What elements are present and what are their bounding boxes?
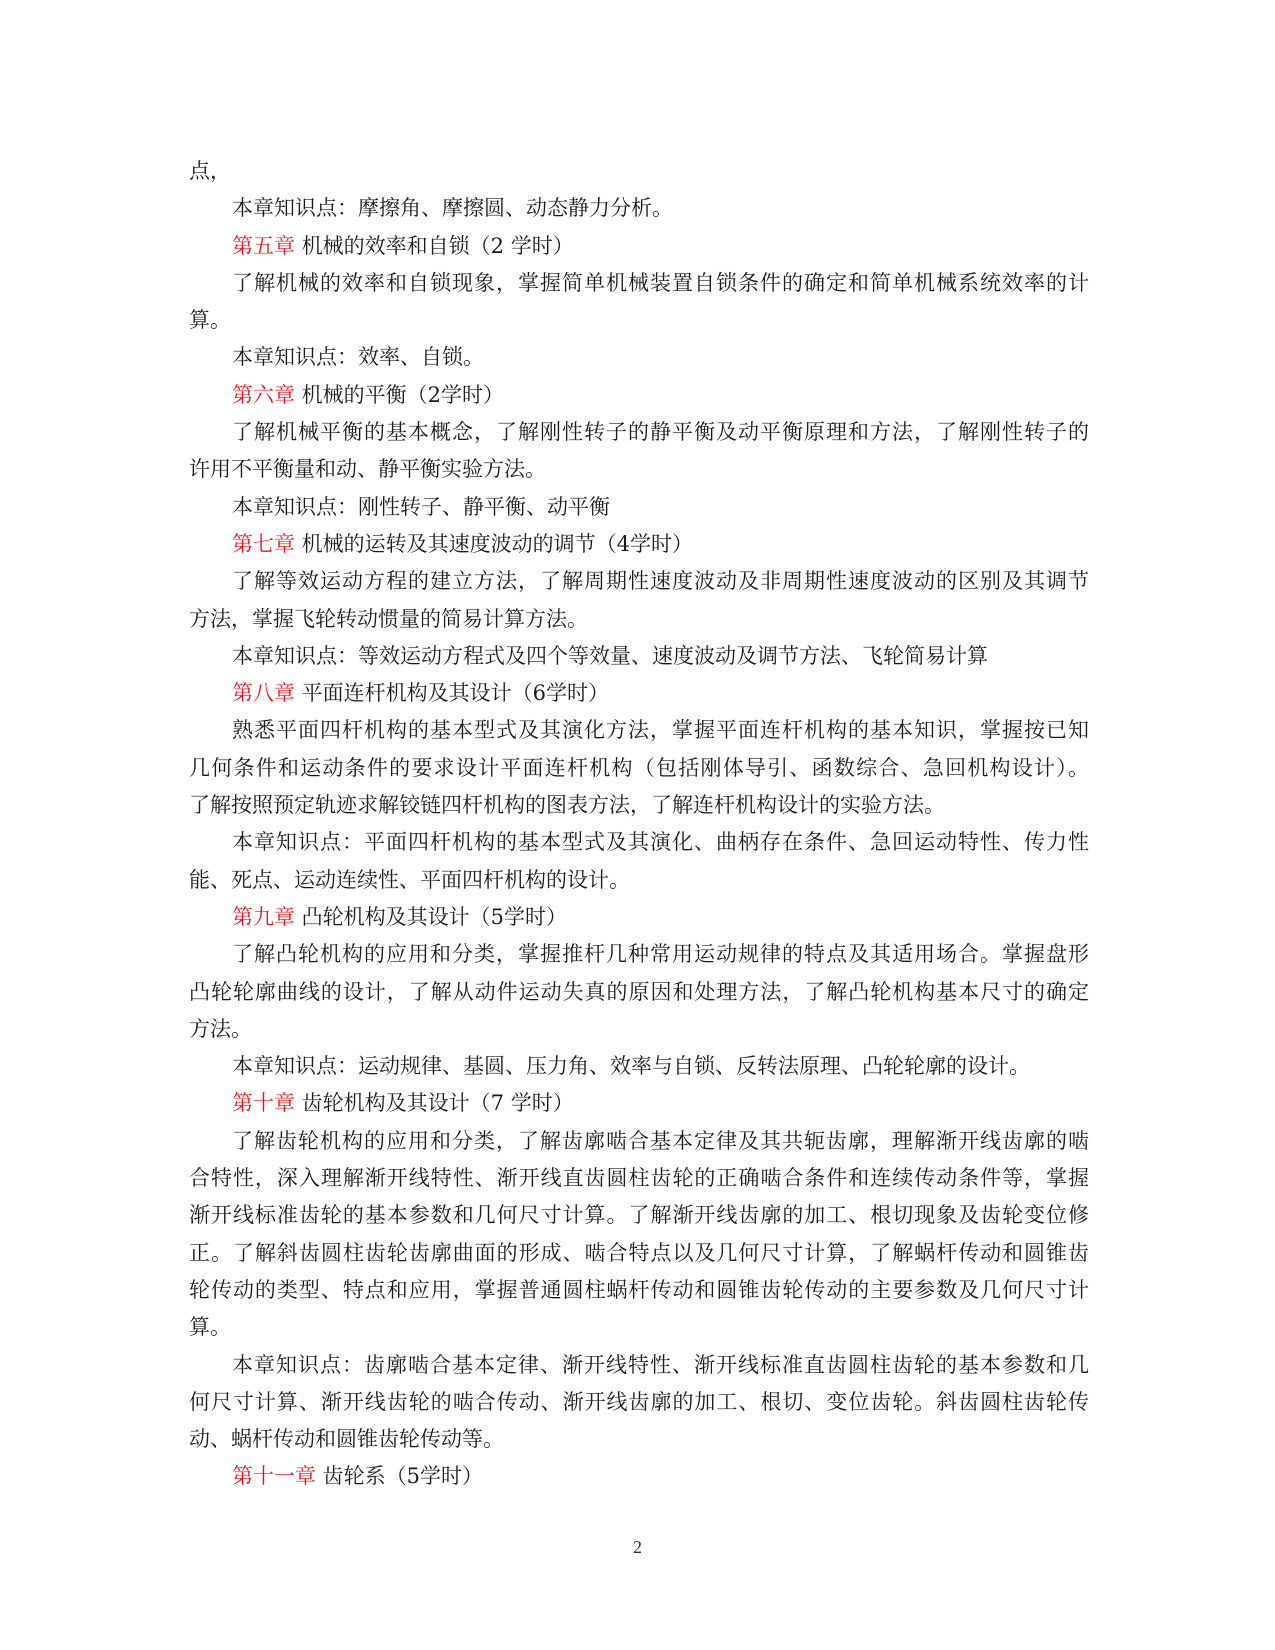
line-text: 了解凸轮机构的应用和分类，掌握推杆几种常用运动规律的特点及其适用场合。掌握盘形 bbox=[232, 942, 1089, 967]
text-line bbox=[189, 153, 1089, 190]
text-lines bbox=[189, 153, 1089, 1496]
chapter-heading bbox=[189, 1085, 1089, 1122]
text-line bbox=[189, 712, 1089, 749]
chapter-heading bbox=[189, 377, 1089, 414]
line-text: 几何条件和运动条件的要求设计平面连杆机构（包括刚体导引、函数综合、急回机构设计）。 bbox=[189, 755, 1089, 780]
line-text: 了解按照预定轨迹求解铰链四杆机构的图表方法，了解连杆机构设计的实验方法。 bbox=[189, 793, 945, 818]
line-text: 本章知识点：刚性转子、静平衡、动平衡 bbox=[232, 494, 610, 519]
chapter-number: 第七章 bbox=[232, 531, 295, 556]
line-text: 本章知识点：运动规律、基圆、压力角、效率与自锁、反转法原理、凸轮轮廓的设计。 bbox=[232, 1054, 1030, 1079]
chapter-number: 第九章 bbox=[232, 904, 295, 929]
text-line bbox=[189, 787, 1089, 824]
line-text: 算。 bbox=[189, 308, 231, 333]
text-line bbox=[189, 339, 1089, 376]
line-text: 动、蜗杆传动和圆锥齿轮传动等。 bbox=[189, 1427, 504, 1452]
line-text: 熟悉平面四杆机构的基本型式及其演化方法，掌握平面连杆机构的基本知识，掌握按已知 bbox=[232, 718, 1089, 743]
text-line bbox=[189, 862, 1089, 899]
text-line bbox=[189, 824, 1089, 861]
line-text: 机械的效率和自锁（2 学时） bbox=[295, 233, 574, 258]
line-text: 方法，掌握飞轮转动惯量的简易计算方法。 bbox=[189, 606, 588, 631]
line-text: 了解齿轮机构的应用和分类，了解齿廓啮合基本定律及其共轭齿廓，理解渐开线齿廓的啮 bbox=[232, 1128, 1089, 1153]
chapter-number: 第八章 bbox=[232, 681, 295, 706]
text-line bbox=[189, 563, 1089, 600]
line-text: 渐开线标准齿轮的基本参数和几何尺寸计算。了解渐开线齿廓的加工、根切现象及齿轮变位修 bbox=[189, 1203, 1089, 1228]
line-text: 平面连杆机构及其设计（6学时） bbox=[295, 681, 610, 706]
page-number: 2 bbox=[633, 1537, 642, 1557]
line-text: 了解机械平衡的基本概念，了解刚性转子的静平衡及动平衡原理和方法，了解刚性转子的 bbox=[232, 420, 1089, 445]
chapter-number: 第五章 bbox=[232, 233, 295, 258]
chapter-heading bbox=[189, 675, 1089, 712]
text-line bbox=[189, 1011, 1089, 1048]
line-text: 本章知识点：等效运动方程式及四个等效量、速度波动及调节方法、飞轮简易计算 bbox=[232, 643, 988, 668]
line-text: 方法。 bbox=[189, 1016, 252, 1041]
line-text: 本章知识点：摩擦角、摩擦圆、动态静力分析。 bbox=[232, 196, 673, 221]
text-line bbox=[189, 750, 1089, 787]
text-line bbox=[189, 1123, 1089, 1160]
text-line bbox=[189, 638, 1089, 675]
line-text: 点， bbox=[189, 159, 231, 183]
text-line bbox=[189, 1160, 1089, 1197]
line-text: 了解机械的效率和自锁现象，掌握简单机械装置自锁条件的确定和简单机械系统效率的计 bbox=[232, 270, 1089, 295]
text-line bbox=[189, 1347, 1089, 1384]
line-text: 何尺寸计算、渐开线齿轮的啮合传动、渐开线齿廓的加工、根切、变位齿轮。斜齿圆柱齿轮传 bbox=[189, 1389, 1089, 1414]
text-line bbox=[189, 936, 1089, 973]
line-text: 能、死点、运动连续性、平面四杆机构的设计。 bbox=[189, 867, 630, 892]
text-line bbox=[189, 1048, 1089, 1085]
text-line bbox=[189, 414, 1089, 451]
text-line bbox=[189, 601, 1089, 638]
text-line bbox=[189, 451, 1089, 488]
line-text: 齿轮系（5学时） bbox=[316, 1464, 484, 1489]
line-text: 本章知识点：齿廓啮合基本定律、渐开线特性、渐开线标准直齿圆柱齿轮的基本参数和几 bbox=[232, 1352, 1089, 1377]
line-text: 许用不平衡量和动、静平衡实验方法。 bbox=[189, 457, 546, 482]
line-text: 正。了解斜齿圆柱齿轮齿廓曲面的形成、啮合特点以及几何尺寸计算，了解蜗杆传动和圆锥齿 bbox=[189, 1240, 1089, 1265]
chapter-number: 第十章 bbox=[232, 1091, 295, 1116]
line-text: 机械的平衡（2学时） bbox=[295, 382, 505, 407]
text-line bbox=[189, 265, 1089, 302]
text-line bbox=[189, 302, 1089, 339]
line-text: 轮传动的类型、特点和应用，掌握普通圆柱蜗杆传动和圆锥齿轮传动的主要参数及几何尺寸计 bbox=[189, 1277, 1089, 1302]
text-line bbox=[189, 1272, 1089, 1309]
text-line bbox=[189, 1197, 1089, 1234]
chapter-heading bbox=[189, 899, 1089, 936]
text-line bbox=[189, 190, 1089, 227]
line-text: 凸轮轮廓曲线的设计，了解从动件运动失真的原因和处理方法，了解凸轮机构基本尺寸的确定 bbox=[189, 979, 1089, 1004]
line-text: 合特性，深入理解渐开线特性、渐开线直齿圆柱齿轮的正确啮合条件和连续传动条件等，掌握 bbox=[189, 1166, 1089, 1191]
chapter-heading bbox=[189, 1458, 1089, 1495]
text-line bbox=[189, 1421, 1089, 1458]
line-text: 算。 bbox=[189, 1315, 231, 1340]
line-text: 了解等效运动方程的建立方法，了解周期性速度波动及非周期性速度波动的区别及其调节 bbox=[232, 569, 1089, 594]
line-text: 齿轮机构及其设计（7 学时） bbox=[295, 1091, 574, 1116]
text-line bbox=[189, 974, 1089, 1011]
text-line bbox=[189, 1309, 1089, 1346]
text-line bbox=[189, 1384, 1089, 1421]
line-text: 凸轮机构及其设计（5学时） bbox=[295, 904, 568, 929]
chapter-heading bbox=[189, 228, 1089, 265]
chapter-heading bbox=[189, 526, 1089, 563]
line-text: 本章知识点：效率、自锁。 bbox=[232, 345, 484, 370]
line-text: 本章知识点：平面四杆机构的基本型式及其演化、曲柄存在条件、急回运动特性、传力性 bbox=[232, 830, 1089, 855]
text-line bbox=[189, 1235, 1089, 1272]
line-text: 机械的运转及其速度波动的调节（4学时） bbox=[295, 531, 694, 556]
document-body bbox=[189, 153, 1089, 1496]
text-line bbox=[189, 489, 1089, 526]
chapter-number: 第十一章 bbox=[232, 1464, 316, 1489]
chapter-number: 第六章 bbox=[232, 382, 295, 407]
